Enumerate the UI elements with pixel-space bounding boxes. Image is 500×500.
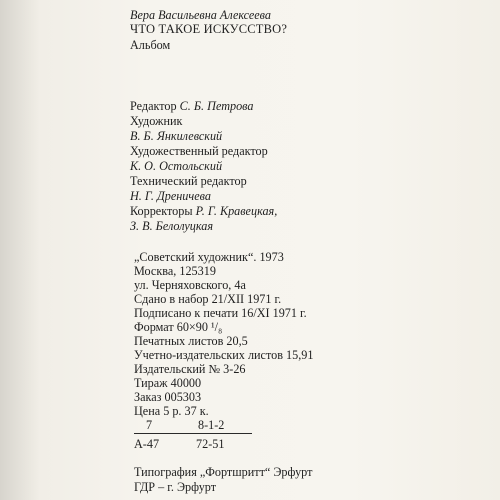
book-subtitle: Альбом xyxy=(130,38,171,52)
code-top-left: 7 xyxy=(146,418,153,432)
set-date: Сдано в набор 21/XII 1971 г. xyxy=(134,292,282,306)
editor-name: С. Б. Петрова xyxy=(179,99,254,113)
street-address: ул. Черняховского, 4а xyxy=(134,278,246,292)
printed-sheets: Печатных листов 20,5 xyxy=(134,334,248,348)
tech-editor-name: Н. Г. Дреничева xyxy=(130,189,211,203)
printer-line-2: ГДР – г. Эрфурт xyxy=(134,480,217,494)
format-line: Формат 60×90 ¹/₈ xyxy=(134,320,223,334)
artist-label: Художник xyxy=(130,114,183,128)
print-date: Подписано к печати 16/XI 1971 г. xyxy=(134,306,307,320)
proofreader-2: З. В. Белолуцкая xyxy=(130,219,214,233)
printer-line-1: Типография „Фортшритт“ Эрфурт xyxy=(134,465,313,479)
tech-editor-label: Технический редактор xyxy=(130,174,247,188)
editor-line xyxy=(130,99,254,113)
artist-name: В. Б. Янкилевский xyxy=(130,129,223,143)
publisher-sheets: Учетно-издательских листов 15,91 xyxy=(134,348,314,362)
publisher-line: „Советский художник“. 1973 xyxy=(134,250,284,264)
art-editor-name: К. О. Остольский xyxy=(130,159,223,173)
print-run: Тираж 40000 xyxy=(134,376,202,390)
proofreaders-line xyxy=(130,204,277,218)
price-line: Цена 5 р. 37 к. xyxy=(134,404,209,418)
code-top-right: 8-1-2 xyxy=(198,418,225,432)
code-bottom-left: А-47 xyxy=(134,437,160,451)
page-shadow xyxy=(0,0,40,500)
author-name: Вера Васильевна Алексеева xyxy=(130,8,271,22)
order-number: Заказ 005303 xyxy=(134,390,202,404)
code-divider xyxy=(134,433,252,434)
publisher-number: Издательский № 3-26 xyxy=(134,362,246,376)
city-index: Москва, 125319 xyxy=(134,264,216,278)
editor-label: Редактор xyxy=(130,99,177,113)
proofreader-1: Р. Г. Кравецкая, xyxy=(195,204,278,218)
book-title: ЧТО ТАКОЕ ИСКУССТВО? xyxy=(130,22,288,36)
art-editor-label: Художественный редактор xyxy=(130,144,268,158)
code-bottom-right: 72-51 xyxy=(196,437,225,451)
proofreaders-label: Корректоры xyxy=(130,204,193,218)
